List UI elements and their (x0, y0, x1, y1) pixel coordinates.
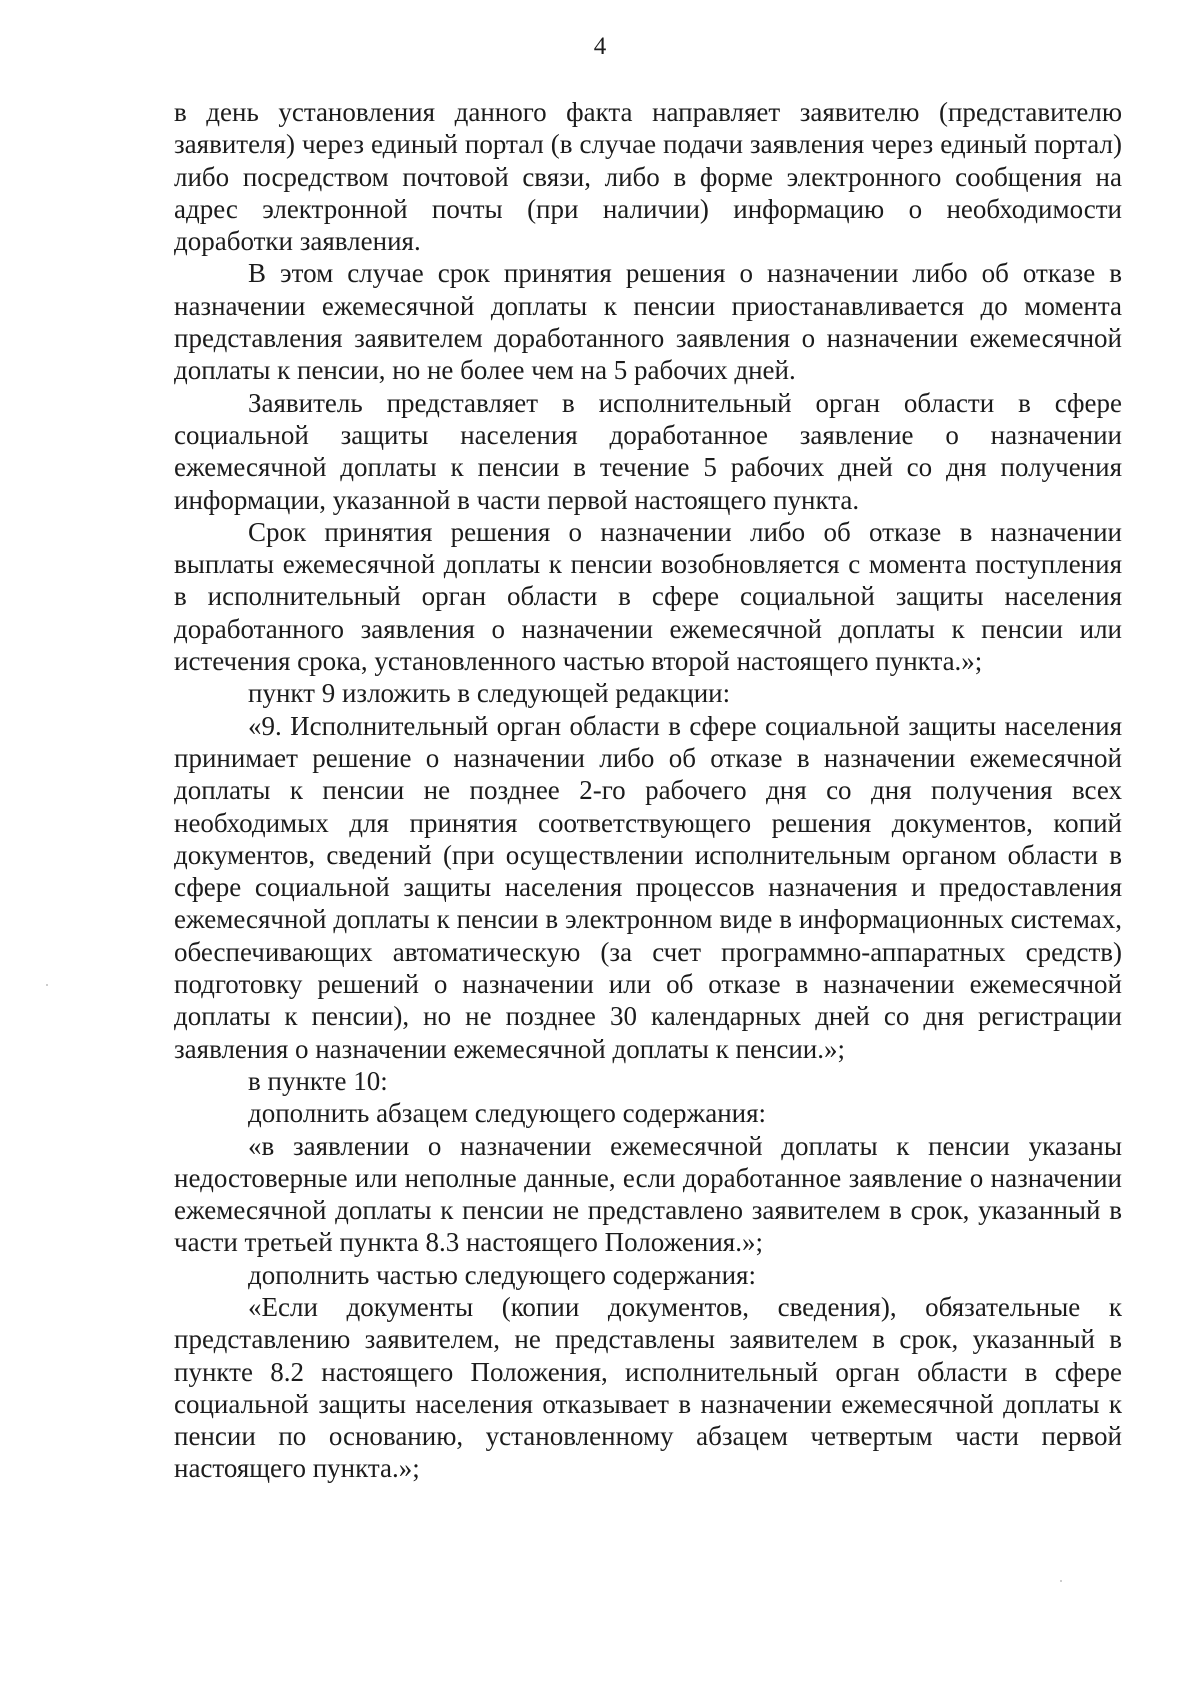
amendment-instruction: дополнить абзацем следующего содержания: (248, 1098, 767, 1129)
amendment-quoted-text: «9. Исполнительный орган области в сфере социальной защиты населения принимает решение о назначении либо об отказе в назначении ежемесячной доплаты к пенсии не позднее 2-го рабочего дня со дня получения всех необходимых для принятия соответствующего решения документов, копий документов, сведений (при осуществлении исполнительным органом области в сфере социальной защиты населения процессов назначения и предоставления ежемесячной доплаты к пенсии в электронном виде в информационных системах, обеспечивающих автоматическую (за счет программно-аппаратных средств) подготовку решений о назначении или об отказе в назначении ежемесячной доплаты к пенсии), но не позднее 30 календарных дней со дня регистрации заявления о назначении ежемесячной доплаты к пенсии.»; (174, 710, 1122, 1064)
scan-speck (1060, 1580, 1062, 1582)
amendment-quoted-text: «Если документы (копии документов, сведения), обязательные к представлению заявителем, не представлены заявителем в срок, указанный в пункте 8.2 настоящего Положения, исполнительный орган области в сфере социальной защиты населения отказывает в назначении ежемесячной доплаты к пенсии по основанию, установленному абзацем четвертым части первой настоящего пункта.»; (174, 1291, 1122, 1484)
paragraph: Срок принятия решения о назначении либо об отказе в назначении выплаты ежемесячной доплаты к пенсии возобновляется с момента поступления в исполнительный орган области в сфере социальной защиты населения доработанного заявления о назначении ежемесячной доплаты к пенсии или истечения срока, установленного частью второй настоящего пункта.»; (174, 516, 1122, 677)
amendment-instruction: дополнить частью следующего содержания: (248, 1259, 756, 1290)
amendment-quoted-text: «в заявлении о назначении ежемесячной доплаты к пенсии указаны недостоверные или неполные данные, если доработанное заявление о назначении ежемесячной доплаты к пенсии не представлено заявителем в срок, указанный в части третьей пункта 8.3 настоящего Положения.»; (174, 1130, 1122, 1258)
paragraph-continuation: в день установления данного факта направляет заявителю (представителю заявителя) через единый портал (в случае подачи заявления через единый портал) либо посредством почтовой связи, либо в форме электронного сообщения на адрес электронной почты (при наличии) информацию о необходимости доработки заявления. (174, 97, 1122, 257)
scan-speck (46, 984, 48, 986)
document-body (174, 96, 1122, 1485)
paragraph: Заявитель представляет в исполнительный орган области в сфере социальной защиты населения доработанное заявление о назначении ежемесячной доплаты к пенсии в течение 5 рабочих дней со дня получения информации, указанной в части первой настоящего пункта. (174, 387, 1122, 515)
amendment-instruction: в пункте 10: (248, 1065, 388, 1096)
page-number: 4 (593, 33, 607, 60)
paragraph: В этом случае срок принятия решения о назначении либо об отказе в назначении ежемесячной доплаты к пенсии приостанавливается до момента представления заявителем доработанного заявления о назначении ежемесячной доплаты к пенсии, но не более чем на 5 рабочих дней. (174, 258, 1122, 386)
amendment-instruction: пункт 9 изложить в следующей редакции: (248, 678, 731, 709)
